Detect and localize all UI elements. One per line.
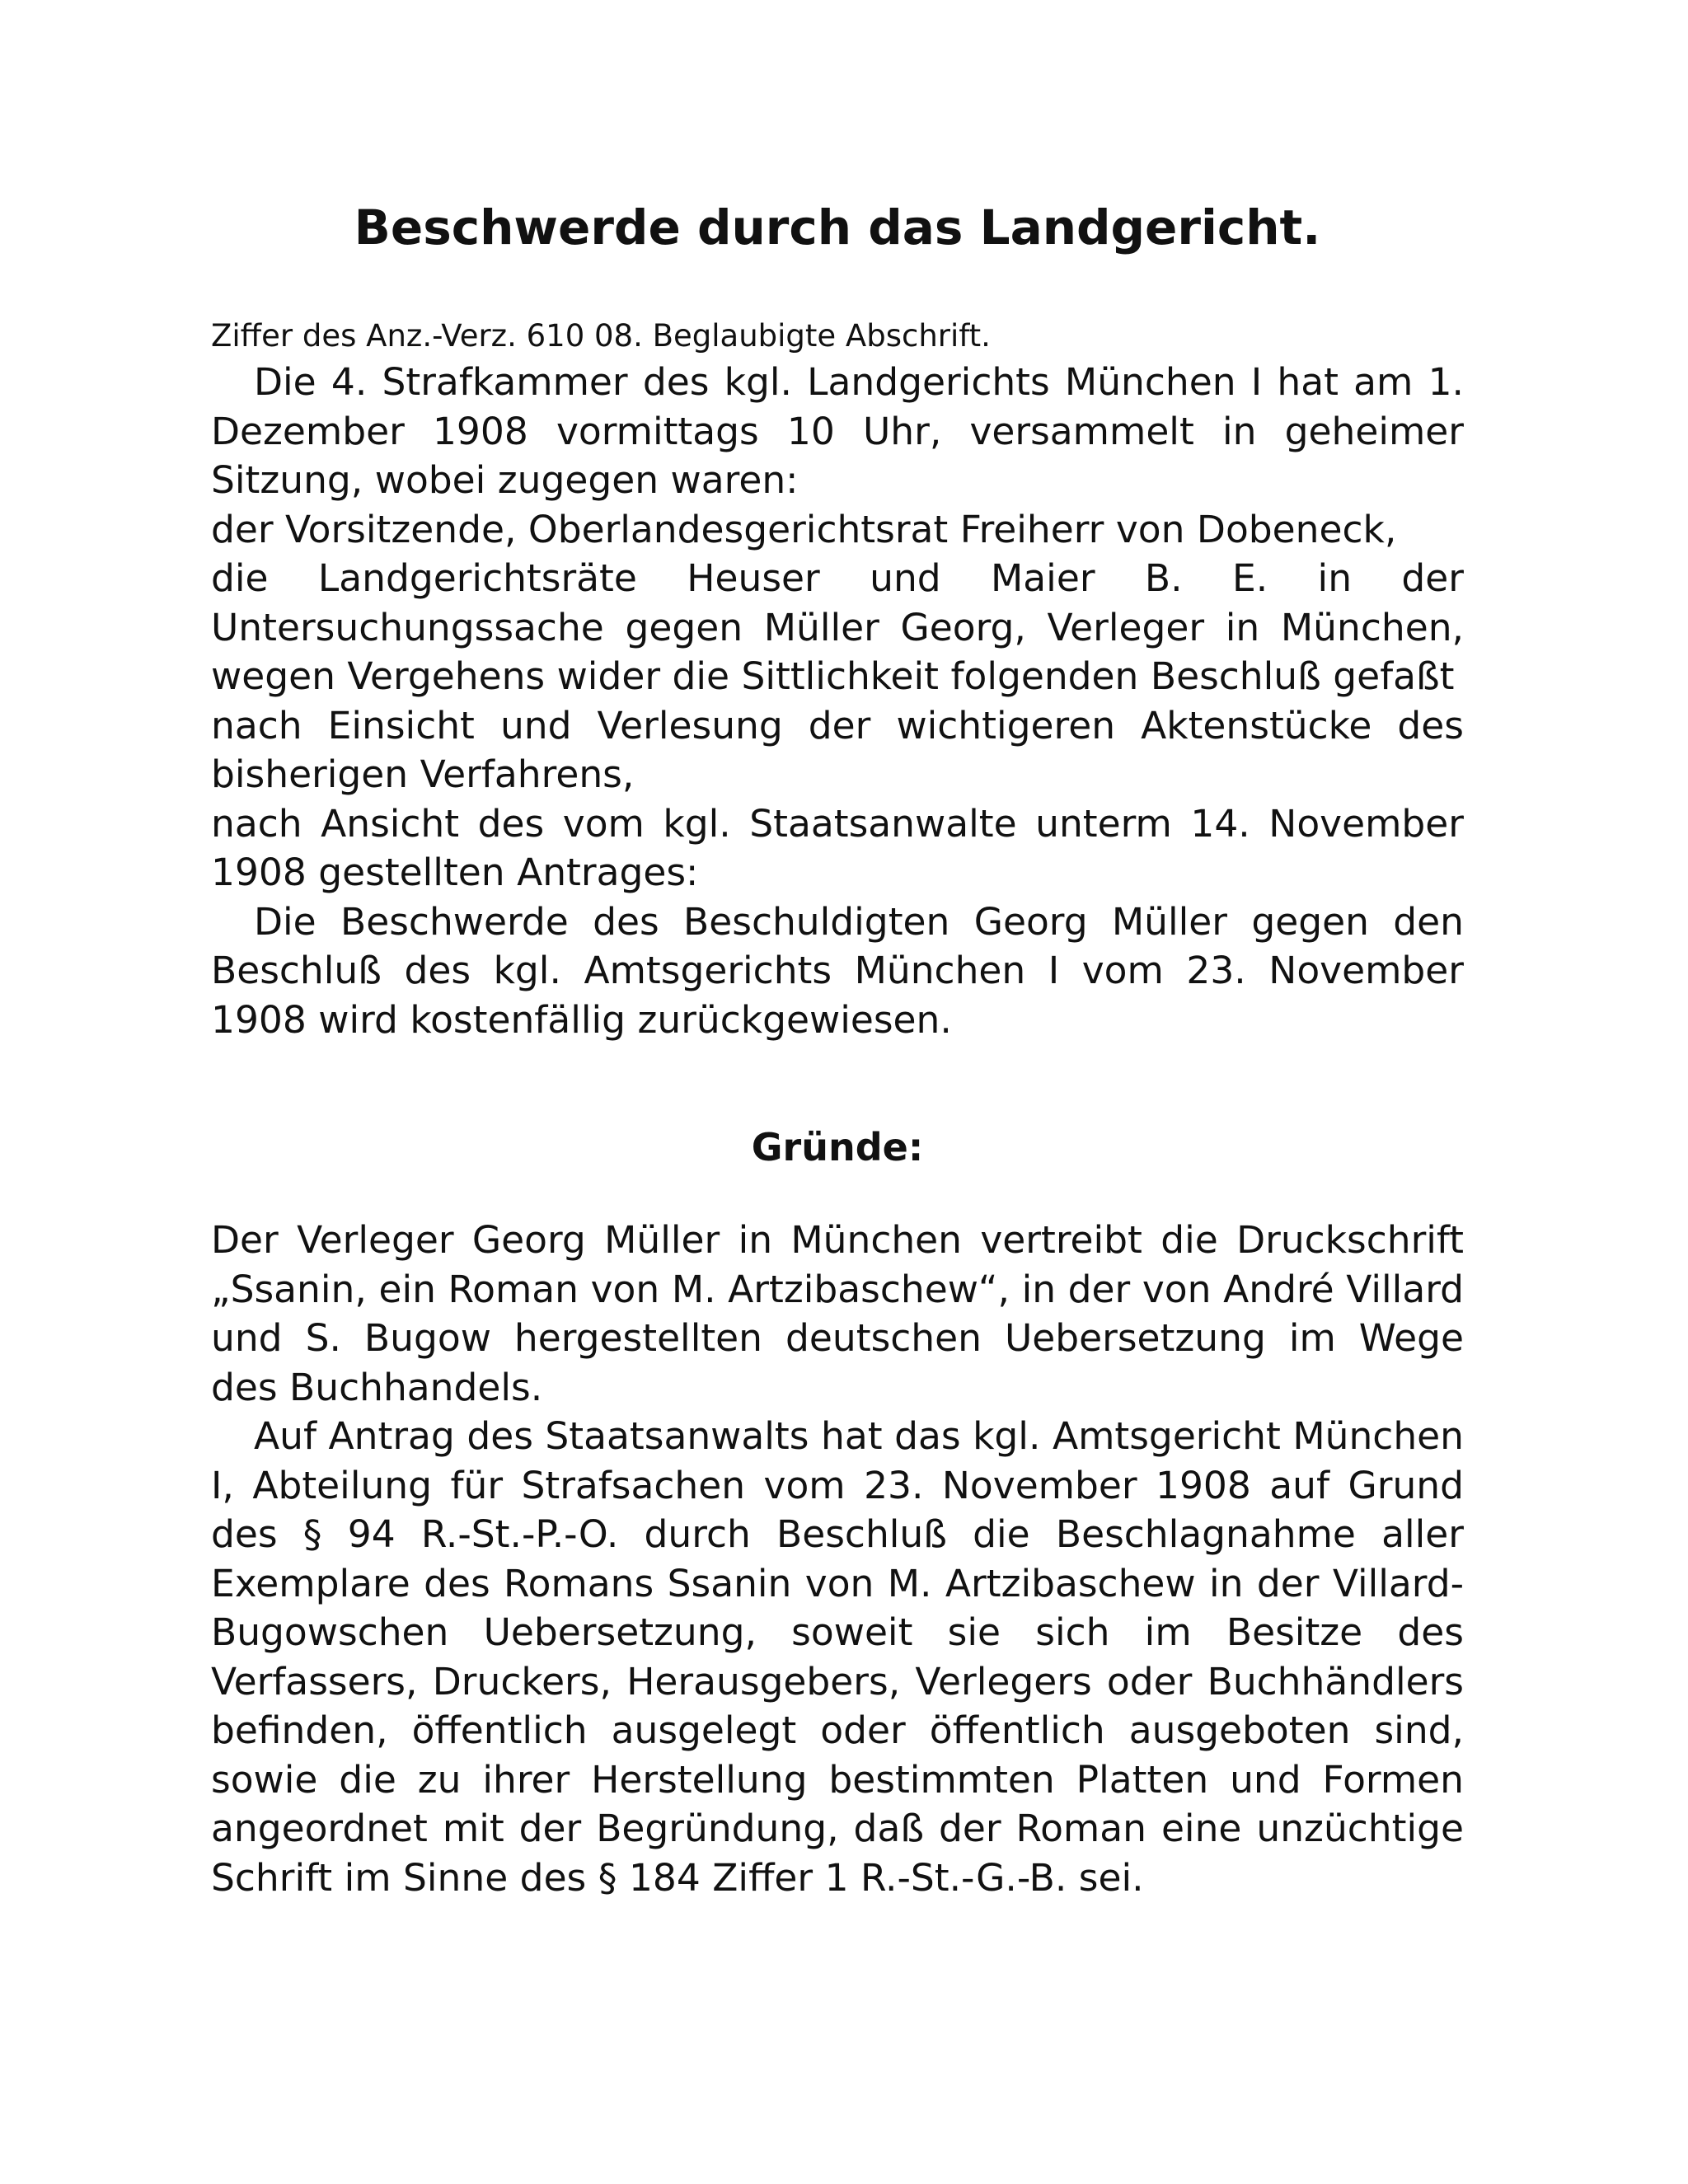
associate-judges-paragraph: die Landgerichtsräte Heuser und Maier B. E. in der Untersuchungssache gegen Müller Georg, Verleger in München, wegen Vergehens wider die Sittlichkeit folgenden Beschluß gefaßt [211, 556, 1464, 698]
prosecutor-motion-paragraph: nach Ansicht des vom kgl. Staatsanwalte unterm 14. November 1908 gestellten Antrages: [211, 801, 1464, 894]
presiding-judge-line: der Vorsitzende, Oberlandesgerichtsrat Freiherr von Dobeneck, [211, 507, 1397, 551]
decision-intro-paragraph: Die 4. Strafkammer des kgl. Landgerichts München I hat am 1. Dezember 1908 vormittags 10 Uhr, versammelt in geheimer Sitzung, wobei zugegen waren: [211, 360, 1464, 502]
grounds-paragraph-publisher: Der Verleger Georg Müller in München vertreibt die Druckschrift „Ssanin, ein Roman von M. Artzibaschew“, in der von André Villard und S. Bugow hergestellten deutschen Uebersetzung im Wege des Buchhandels. [211, 1218, 1464, 1409]
grounds-paragraph-seizure: Auf Antrag des Staatsanwalts hat das kgl. Amtsgericht München I, Abteilung für Strafsachen vom 23. November 1908 auf Grund des § 94 R.-St.-P.-O. durch Beschluß die Beschlagnahme aller Exemplare des Romans Ssanin von M. Artzibaschew in der Villard-Bugowschen Uebersetzung, soweit sie sich im Besitze des Verfassers, Druckers, Herausgebers, Verlegers oder Buchhändlers befinden, öffentlich ausgelegt oder öffentlich ausgeboten sind, sowie die zu ihrer Herstellung bestimmten Platten und Formen angeordnet mit der Begründung, daß der Roman eine unzüchtige Schrift im Sinne des § 184 Ziffer 1 R.-St.-G.-B. sei. [211, 1414, 1464, 1900]
grounds-section [211, 1216, 1464, 1902]
ruling-paragraph: Die Beschwerde des Beschuldigten Georg Müller gegen den Beschluß des kgl. Amtsgerichts München I vom 23. November 1908 wird kostenfällig zurückgewiesen. [211, 899, 1464, 1042]
reference-line: Ziffer des Anz.-Verz. 610 08. Beglaubigte Abschrift. [211, 318, 991, 354]
decision-section [211, 358, 1464, 1044]
document-title: Beschwerde durch das Landgericht. [354, 199, 1321, 255]
grounds-heading: Gründe: [751, 1125, 924, 1169]
records-review-paragraph: nach Einsicht und Verlesung der wichtigeren Aktenstücke des bisherigen Verfahrens, [211, 703, 1464, 796]
